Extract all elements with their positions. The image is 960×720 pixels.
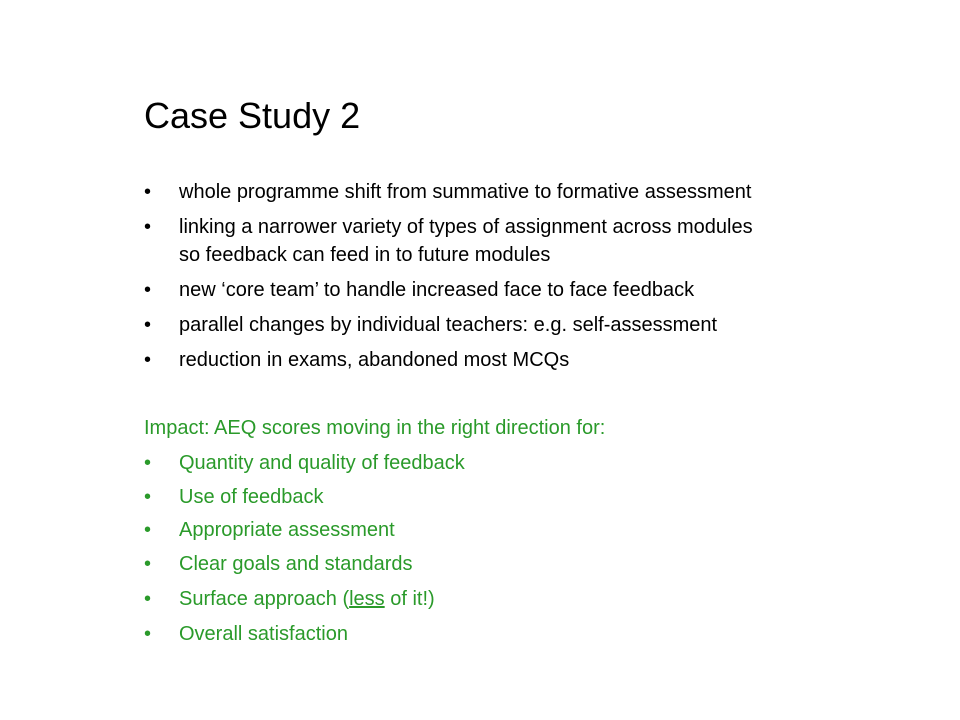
bullet-text: reduction in exams, abandoned most MCQs — [179, 349, 570, 371]
bullet-icon: • — [144, 279, 152, 301]
bullet-text: linking a narrower variety of types of assignment across modules — [179, 216, 753, 238]
bullet-text: so feedback can feed in to future modules — [179, 244, 551, 266]
bullet-text: parallel changes by individual teachers: e.g. self-assessment — [179, 314, 718, 336]
bullet-text: whole programme shift from summative to formative assessment — [179, 181, 752, 203]
impact-item-text: Clear goals and standards — [179, 553, 413, 575]
bullet-icon: • — [144, 181, 152, 203]
bullet-text: new ‘core team’ to handle increased face to face feedback — [179, 279, 695, 301]
impact-item-text: Quantity and quality of feedback — [179, 452, 465, 474]
slide-title: Case Study 2 — [144, 95, 361, 136]
bullet-icon: • — [144, 314, 152, 336]
impact-item-text: Use of feedback — [179, 486, 324, 508]
bullet-icon: • — [144, 486, 152, 508]
surface-approach-emphasis: less — [349, 588, 385, 610]
bullet-icon: • — [144, 519, 152, 541]
bullet-icon: • — [144, 623, 152, 645]
bullet-icon: • — [144, 216, 152, 238]
bullet-icon: • — [144, 452, 152, 474]
impact-item-text: Appropriate assessment — [179, 519, 395, 541]
impact-heading: Impact: AEQ scores moving in the right direction for: — [144, 417, 606, 439]
impact-item-text: Overall satisfaction — [179, 623, 348, 645]
bullet-icon: • — [144, 349, 152, 371]
surface-approach-prefix: Surface approach ( — [179, 588, 350, 610]
surface-approach-suffix: of it!) — [384, 588, 435, 610]
impact-item-text-surface — [179, 584, 879, 614]
bullet-icon: • — [144, 553, 152, 575]
bullet-icon: • — [144, 588, 152, 610]
